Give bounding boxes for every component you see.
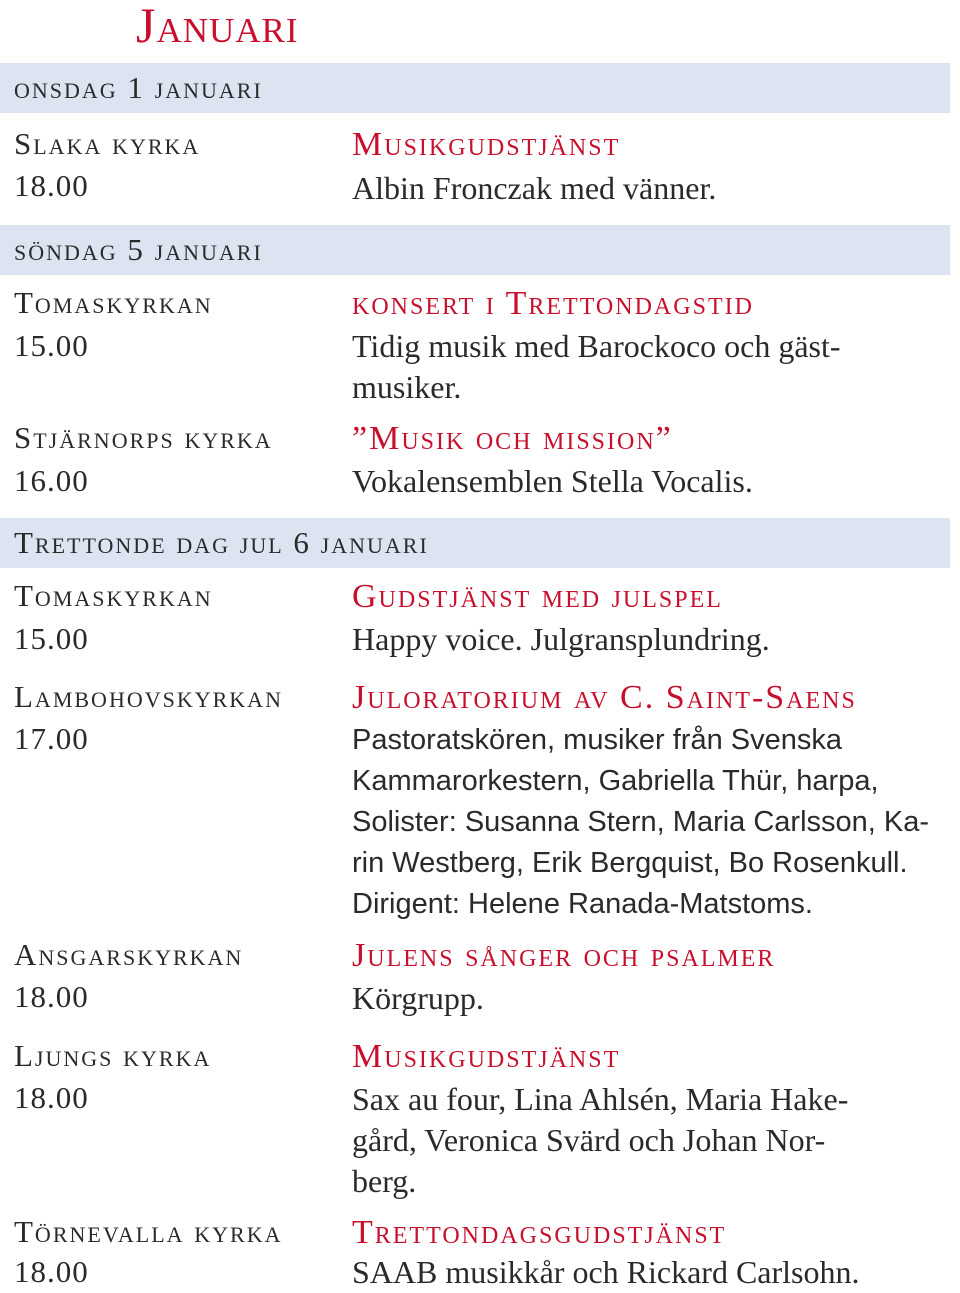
event-title: Julens sånger och psalmer: [352, 937, 776, 974]
event-time: 18.00: [14, 168, 89, 203]
event-description: [352, 619, 942, 660]
description-line: Sax au four, Lina Ahlsén, Maria Hake-: [352, 1081, 849, 1117]
event-place: Lambohovskyrkan: [14, 679, 283, 714]
event-time: 17.00: [14, 721, 89, 756]
event-title: Musikgudstjänst: [352, 126, 621, 163]
description-line: rin Westberg, Erik Bergquist, Bo Rosenkull.: [352, 847, 908, 879]
description-line: gård, Veronica Svärd och Johan Nor-: [352, 1122, 826, 1158]
description-line: Happy voice. Julgransplundring.: [352, 621, 770, 657]
event-title: Juloratorium av C. Saint-Saens: [352, 679, 857, 716]
event-title: konsert i Trettondagstid: [352, 285, 754, 322]
event-description: [352, 1252, 942, 1293]
event-place: Tomaskyrkan: [14, 578, 213, 613]
day-header: Trettonde dag jul 6 januari: [0, 518, 950, 568]
event-place: Slaka kyrka: [14, 126, 201, 161]
event-time: 18.00: [14, 979, 89, 1014]
event-title: Musikgudstjänst: [352, 1038, 621, 1075]
description-line: berg.: [352, 1163, 417, 1199]
event-place: Törnevalla kyrka: [14, 1214, 283, 1249]
description-line: Dirigent: Helene Ranada-Matstoms.: [352, 888, 813, 920]
event-time: 15.00: [14, 621, 89, 656]
event-time: 18.00: [14, 1080, 89, 1115]
event-place: Stjärnorps kyrka: [14, 420, 273, 455]
event-description: [352, 1079, 942, 1202]
event-time: 16.00: [14, 463, 89, 498]
day-header: onsdag 1 januari: [0, 63, 950, 113]
event-title: Trettondagsgudstjänst: [352, 1214, 727, 1251]
description-line: Solister: Susanna Stern, Maria Carlsson, Ka-: [352, 806, 930, 838]
event-title: Gudstjänst med julspel: [352, 578, 723, 615]
event-description: [352, 720, 942, 925]
description-line: Vokalensemblen Stella Vocalis.: [352, 463, 753, 499]
day-header: söndag 5 januari: [0, 225, 950, 275]
event-title: ”Musik och mission”: [352, 420, 673, 457]
event-place: Ljungs kyrka: [14, 1038, 212, 1073]
event-place: Ansgarskyrkan: [14, 937, 244, 972]
event-time: 18.00: [14, 1254, 89, 1289]
description-line: Albin Fronczak med vänner.: [352, 170, 717, 206]
description-line: Kammarorkestern, Gabriella Thür, harpa,: [352, 765, 879, 797]
description-line: SAAB musikkår och Rickard Carlsohn.: [352, 1254, 860, 1290]
month-title: Januari: [136, 0, 299, 53]
event-description: [352, 461, 942, 502]
event-place: Tomaskyrkan: [14, 285, 213, 320]
description-line: Körgrupp.: [352, 980, 484, 1016]
description-line: Tidig musik med Barockoco och gäst-: [352, 328, 841, 364]
event-description: [352, 326, 942, 408]
event-description: [352, 978, 942, 1019]
description-line: musiker.: [352, 369, 462, 405]
description-line: Pastoratskören, musiker från Svenska: [352, 724, 842, 756]
event-time: 15.00: [14, 328, 89, 363]
event-description: [352, 168, 942, 209]
